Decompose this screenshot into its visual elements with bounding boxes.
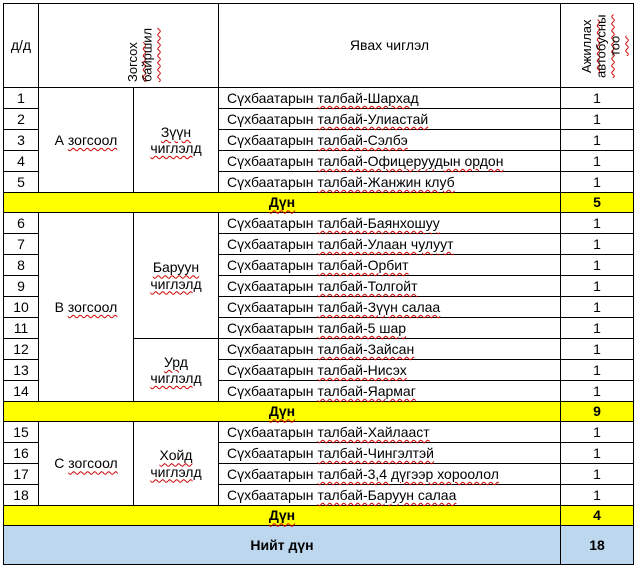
bus-count-cell: 1 <box>561 234 634 255</box>
stop-cell <box>39 213 134 402</box>
bus-count-cell: 1 <box>561 172 634 193</box>
table-row <box>4 88 634 109</box>
row-number: 15 <box>4 422 39 443</box>
bus-count-cell: 1 <box>561 381 634 402</box>
row-number: 4 <box>4 151 39 172</box>
bus-count-cell: 1 <box>561 443 634 464</box>
direction-label: Урд чиглэлд <box>150 353 202 386</box>
bus-count-cell: 1 <box>561 318 634 339</box>
row-number: 13 <box>4 360 39 381</box>
route-cell: Сүхбаатарын талбай-Офицеруудын ордон <box>219 151 561 172</box>
bus-count-cell: 1 <box>561 130 634 151</box>
row-number: 9 <box>4 276 39 297</box>
route-cell: Сүхбаатарын талбай-Сэлбэ <box>219 130 561 151</box>
stop-label: В зогсоол <box>54 298 118 315</box>
direction-cell <box>134 422 219 506</box>
table-body <box>4 88 634 565</box>
bus-count-cell: 1 <box>561 360 634 381</box>
route-cell: Сүхбаатарын талбай-Жанжин клуб <box>219 172 561 193</box>
route-cell: Сүхбаатарын талбай-Орбит <box>219 255 561 276</box>
direction-cell <box>134 88 219 193</box>
header-count: Ажиллах автобусны тоо <box>561 4 634 88</box>
bus-count-cell: 1 <box>561 213 634 234</box>
route-cell: Сүхбаатарын талбай-Зайсан <box>219 339 561 360</box>
subtotal-row <box>4 506 634 526</box>
route-cell: Сүхбаатарын талбай-Баянхошуу <box>219 213 561 234</box>
bus-count-cell: 1 <box>561 151 634 172</box>
route-cell: Сүхбаатарын талбай-Толгойт <box>219 276 561 297</box>
subtotal-label: Дүн <box>4 506 561 526</box>
row-number: 18 <box>4 485 39 506</box>
subtotal-label: Дүн <box>4 402 561 422</box>
route-cell: Сүхбаатарын талбай-Чингэлтэй <box>219 443 561 464</box>
grand-total-row <box>4 526 634 565</box>
route-cell: Сүхбаатарын талбай-Улиастай <box>219 109 561 130</box>
subtotal-value: 9 <box>561 402 634 422</box>
row-number: 6 <box>4 213 39 234</box>
bus-count-cell: 1 <box>561 109 634 130</box>
row-number: 5 <box>4 172 39 193</box>
row-number: 10 <box>4 297 39 318</box>
bus-count-cell: 1 <box>561 88 634 109</box>
bus-count-cell: 1 <box>561 255 634 276</box>
row-number: 14 <box>4 381 39 402</box>
route-cell: Сүхбаатарын талбай-3,4 дүгээр хороолол <box>219 464 561 485</box>
bus-count-cell: 1 <box>561 422 634 443</box>
route-cell: Сүхбаатарын талбай-5 шар <box>219 318 561 339</box>
row-number: 17 <box>4 464 39 485</box>
route-cell: Сүхбаатарын талбай-Баруун салаа <box>219 485 561 506</box>
row-number: 7 <box>4 234 39 255</box>
subtotal-value: 4 <box>561 506 634 526</box>
route-table-container <box>3 3 634 565</box>
grand-total-value: 18 <box>561 526 634 565</box>
route-cell: Сүхбаатарын талбай-Нисэх <box>219 360 561 381</box>
bus-count-cell: 1 <box>561 276 634 297</box>
direction-cell <box>134 213 219 339</box>
header-location: Зогсох байршил <box>39 4 219 88</box>
route-cell: Сүхбаатарын талбай-Шархад <box>219 88 561 109</box>
bus-route-table <box>3 3 634 565</box>
direction-label: Хойд чиглэлд <box>150 447 202 480</box>
subtotal-row <box>4 193 634 213</box>
direction-cell <box>134 339 219 402</box>
bus-count-cell: 1 <box>561 464 634 485</box>
bus-count-cell: 1 <box>561 297 634 318</box>
row-number: 11 <box>4 318 39 339</box>
direction-label: Зүүн чиглэлд <box>150 123 202 156</box>
subtotal-row <box>4 402 634 422</box>
row-number: 12 <box>4 339 39 360</box>
table-row <box>4 422 634 443</box>
subtotal-label: Дүн <box>4 193 561 213</box>
row-number: 2 <box>4 109 39 130</box>
bus-count-cell: 1 <box>561 485 634 506</box>
stop-cell <box>39 88 134 193</box>
row-number: 1 <box>4 88 39 109</box>
row-number: 3 <box>4 130 39 151</box>
header-no: д/д <box>4 4 39 88</box>
route-cell: Сүхбаатарын талбай-Улаан чулуут <box>219 234 561 255</box>
subtotal-value: 5 <box>561 193 634 213</box>
route-cell: Сүхбаатарын талбай-Яармаг <box>219 381 561 402</box>
stop-cell <box>39 422 134 506</box>
header-row <box>4 4 634 88</box>
bus-count-cell: 1 <box>561 339 634 360</box>
stop-label: С зогсоол <box>54 455 118 472</box>
row-number: 8 <box>4 255 39 276</box>
header-direction: Явах чиглэл <box>219 4 561 88</box>
table-row <box>4 213 634 234</box>
row-number: 16 <box>4 443 39 464</box>
route-cell: Сүхбаатарын талбай-Зүүн салаа <box>219 297 561 318</box>
direction-label: Баруун чиглэлд <box>150 259 202 292</box>
grand-total-label: Нийт дүн <box>4 526 561 565</box>
stop-label: А зогсоол <box>54 131 118 148</box>
route-cell: Сүхбаатарын талбай-Хайлааст <box>219 422 561 443</box>
